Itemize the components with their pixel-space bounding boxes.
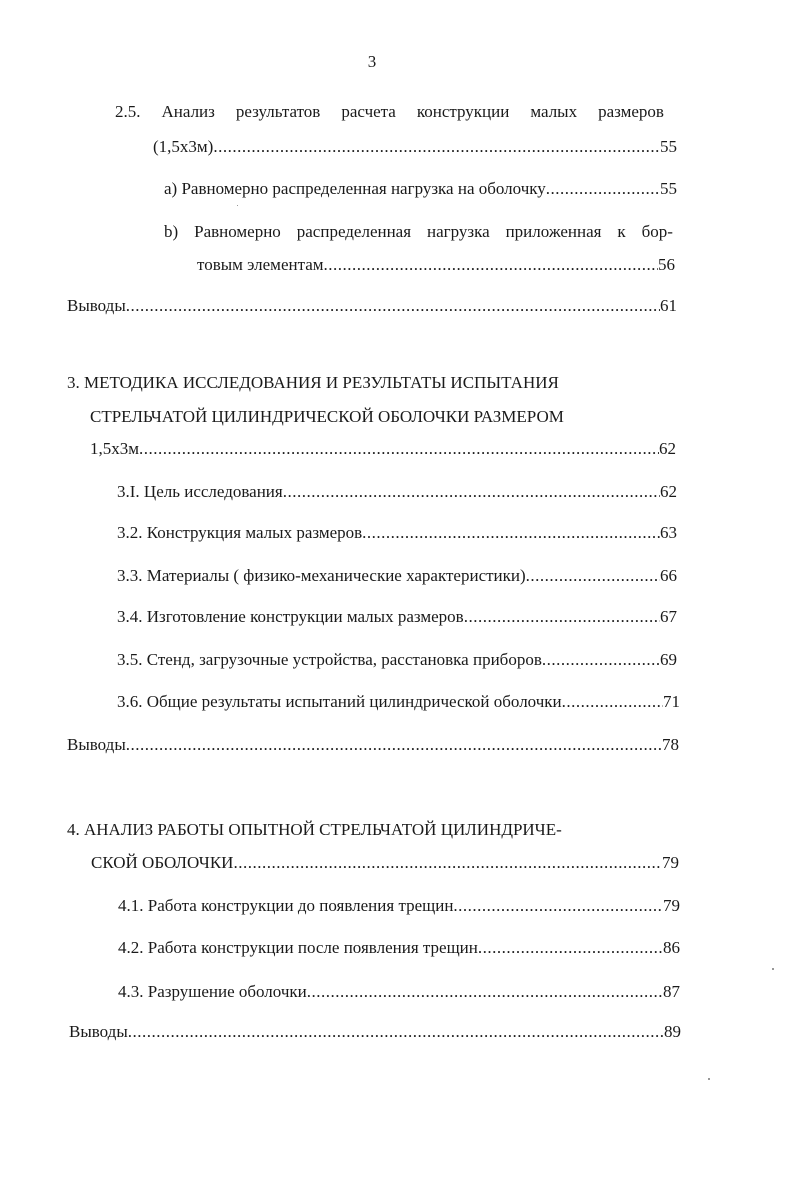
toc-page-number: 71 xyxy=(663,692,680,711)
toc-conclusions-2 xyxy=(67,294,677,318)
toc-entry-4-2 xyxy=(118,936,680,960)
leader-dots xyxy=(362,521,660,545)
leader-dots xyxy=(126,733,662,757)
leader-dots xyxy=(233,851,662,875)
leader-dots xyxy=(453,894,663,918)
toc-entry-text: 3.5. Стенд, загрузочные устройства, расстановка приборов xyxy=(117,650,542,669)
toc-chapter-3-line3 xyxy=(90,437,676,461)
toc-chapter-4-line1: 4. АНАЛИЗ РАБОТЫ ОПЫТНОЙ СТРЕЛЬЧАТОЙ ЦИЛИНДРИЧЕ- xyxy=(67,820,562,839)
leader-dots xyxy=(139,437,659,461)
toc-entry-text: 3.6. Общие результаты испытаний цилиндрической оболочки xyxy=(117,692,562,711)
toc-entry-text: 4.2. Работа конструкции после появления трещин xyxy=(118,938,478,957)
toc-entry-text: (1,5х3м) xyxy=(153,137,214,156)
toc-conclusions-4 xyxy=(69,1020,681,1044)
toc-entry-text: 3.I. Цель исследования xyxy=(117,482,283,501)
toc-entry-text: 4.1. Работа конструкции до появления трещин xyxy=(118,896,454,915)
leader-dots xyxy=(324,253,658,277)
toc-page-number: 87 xyxy=(663,982,680,1001)
leader-dots xyxy=(464,605,660,629)
leader-dots xyxy=(562,690,663,714)
word: расчета xyxy=(341,102,396,121)
toc-entry-2-5-a xyxy=(164,177,677,201)
leader-dots xyxy=(546,177,660,201)
leader-dots xyxy=(126,294,660,318)
leader-dots xyxy=(542,648,660,672)
toc-page-number: 89 xyxy=(664,1022,681,1041)
word: приложенная xyxy=(505,222,602,241)
toc-page-number: 79 xyxy=(662,853,679,872)
leader-dots xyxy=(213,135,660,159)
scan-speck xyxy=(708,1078,710,1080)
leader-dots xyxy=(128,1020,664,1044)
toc-chapter-3-line2: СТРЕЛЬЧАТОЙ ЦИЛИНДРИЧЕСКОЙ ОБОЛОЧКИ РАЗМЕРОМ xyxy=(90,407,564,426)
leader-dots xyxy=(478,936,663,960)
toc-entry-text: 3.3. Материалы ( физико-механические характеристики) xyxy=(117,566,526,585)
toc-entry-2-5-b-line1 xyxy=(164,220,673,244)
toc-entry-text: 3.4. Изготовление конструкции малых размеров xyxy=(117,607,464,626)
toc-page-number: 78 xyxy=(662,735,679,754)
word: распределенная xyxy=(296,222,412,241)
page-number: 3 xyxy=(367,52,377,71)
word: конструкции xyxy=(416,102,510,121)
toc-chapter-3-line1: 3. МЕТОДИКА ИССЛЕДОВАНИЯ И РЕЗУЛЬТАТЫ ИСПЫТАНИЯ xyxy=(67,373,559,392)
toc-entry-text: товым элементам xyxy=(197,255,324,274)
toc-page-number: 55 xyxy=(660,179,677,198)
toc-page-number: 79 xyxy=(663,896,680,915)
toc-entry-text: СКОЙ ОБОЛОЧКИ xyxy=(91,853,234,872)
toc-entry-3-5 xyxy=(117,648,677,672)
toc-chapter-4-line2 xyxy=(91,851,679,875)
toc-entry-3-4 xyxy=(117,605,677,629)
scan-speck xyxy=(237,205,238,206)
toc-page-number: 67 xyxy=(660,607,677,626)
word: результатов xyxy=(235,102,321,121)
toc-entry-2-5-line2 xyxy=(153,135,677,159)
toc-entry-text: 3.2. Конструкция малых размеров xyxy=(117,523,363,542)
scan-speck xyxy=(772,968,774,970)
word: нагрузка xyxy=(426,222,490,241)
toc-page-number: 62 xyxy=(659,439,676,458)
toc-entry-3-1 xyxy=(117,480,677,504)
leader-dots xyxy=(307,980,663,1004)
toc-page-number: 86 xyxy=(663,938,680,957)
toc-entry-2-5-line1 xyxy=(115,100,664,124)
toc-entry-2-5-b-line2 xyxy=(197,253,675,277)
toc-entry-3-6 xyxy=(117,690,680,714)
word: размеров xyxy=(598,102,664,121)
toc-entry-4-1 xyxy=(118,894,680,918)
toc-page-number: 61 xyxy=(660,296,677,315)
toc-entry-text: а) Равномерно распределенная нагрузка на оболочку xyxy=(164,179,546,198)
toc-page-number: 56 xyxy=(658,255,675,274)
toc-page-number: 63 xyxy=(660,523,677,542)
word: к xyxy=(617,222,626,241)
word: Анализ xyxy=(161,102,215,121)
toc-page-number: 62 xyxy=(660,482,677,501)
toc-entry-text: 1,5х3м xyxy=(90,439,140,458)
toc-entry-text: Выводы xyxy=(69,1022,128,1041)
leader-dots xyxy=(283,480,660,504)
toc-conclusions-3 xyxy=(67,733,679,757)
toc-entry-3-3 xyxy=(117,564,677,588)
leader-dots xyxy=(526,564,660,588)
word: бор- xyxy=(641,222,673,241)
toc-entry-text: Выводы xyxy=(67,296,126,315)
toc-page-number: 66 xyxy=(660,566,677,585)
toc-entry-text: Выводы xyxy=(67,735,126,754)
toc-entry-text: 4.3. Разрушение оболочки xyxy=(118,982,307,1001)
toc-entry-3-2 xyxy=(117,521,677,545)
toc-entry-4-3 xyxy=(118,980,680,1004)
toc-page-number: 55 xyxy=(660,137,677,156)
toc-page-number: 69 xyxy=(660,650,677,669)
word: 2.5. xyxy=(115,102,141,121)
word: Равномерно xyxy=(194,222,281,241)
word: b) xyxy=(164,222,179,241)
word: малых xyxy=(530,102,578,121)
